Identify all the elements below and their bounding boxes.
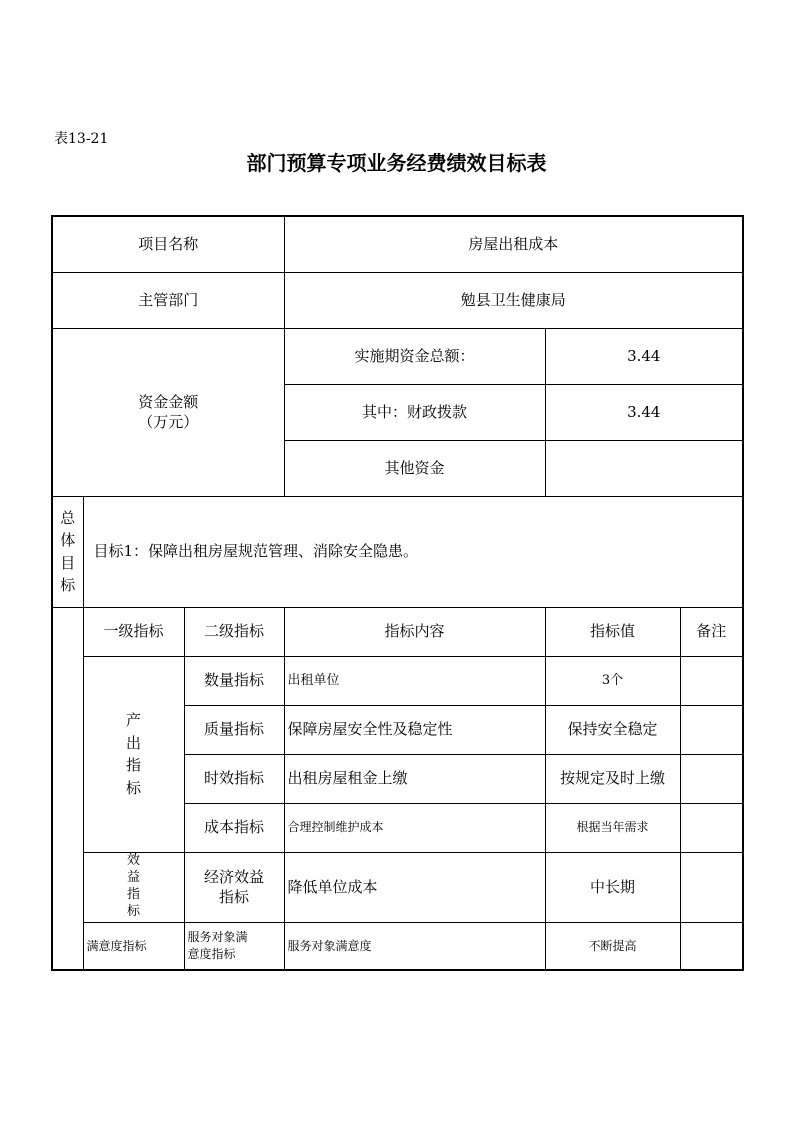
- value-cell: 中长期: [545, 852, 680, 922]
- overall-goal-row: [52, 496, 743, 607]
- other-funds-value: [545, 440, 743, 496]
- project-name-value: 房屋出租成本: [284, 216, 743, 272]
- content-cell: 降低单位成本: [284, 852, 545, 922]
- funds-unit: （万元）: [138, 413, 199, 431]
- fiscal-funds-label: 其中：财政拨款: [284, 384, 545, 440]
- level2-cell: 质量指标: [184, 705, 284, 754]
- value-cell: 3个: [545, 656, 680, 705]
- funds-label: 资金金额: [138, 392, 199, 411]
- content-cell: 服务对象满意度: [284, 922, 545, 970]
- level2-cell: 时效指标: [184, 754, 284, 803]
- level2-cell: [184, 922, 284, 970]
- header-content: 指标内容: [284, 607, 545, 656]
- department-label: 主管部门: [52, 272, 284, 328]
- table-row: [52, 656, 743, 705]
- satisfaction-indicator-cell: 满意度指标: [83, 922, 184, 970]
- benefit-indicator-cell: [83, 852, 184, 922]
- note-cell: [680, 656, 743, 705]
- total-funds-label: 实施期资金总额：: [284, 328, 545, 384]
- output-indicator-label: 产出指标: [125, 711, 141, 797]
- other-funds-label: 其他资金: [284, 440, 545, 496]
- benefit-indicator-label: 效益指标: [126, 853, 140, 919]
- value-cell: 不断提高: [545, 922, 680, 970]
- overall-goal-text: 目标1：保障出租房屋规范管理、消除安全隐患。: [83, 496, 743, 607]
- content-cell: 出租房屋租金上缴: [284, 754, 545, 803]
- header-level1: 一级指标: [83, 607, 184, 656]
- fiscal-funds-value: 3.44: [545, 384, 743, 440]
- note-cell: [680, 922, 743, 970]
- output-indicator-cell: [83, 656, 184, 852]
- project-name-label: 项目名称: [52, 216, 284, 272]
- content-cell: 出租单位: [284, 656, 545, 705]
- content-cell: 合理控制维护成本: [284, 803, 545, 852]
- value-cell: 按规定及时上缴: [545, 754, 680, 803]
- header-level2: 二级指标: [184, 607, 284, 656]
- level2-cell: 成本指标: [184, 803, 284, 852]
- total-funds-row: [52, 328, 743, 384]
- department-row: [52, 272, 743, 328]
- page-title: 部门预算专项业务经费绩效目标表: [246, 151, 547, 175]
- level2-cell: 数量指标: [184, 656, 284, 705]
- table-code: 表13-21: [54, 131, 109, 147]
- table-row: [52, 922, 743, 970]
- overall-goal-label: 总体目标: [60, 508, 76, 594]
- economic-benefit-label: 经济效益指标: [203, 867, 264, 906]
- content-cell: 保障房屋安全性及稳定性: [284, 705, 545, 754]
- funds-amount-label: [52, 328, 284, 496]
- service-satisfaction-label: 服务对象满意度指标: [187, 929, 248, 961]
- header-note: 备注: [680, 607, 743, 656]
- value-cell: 根据当年需求: [545, 803, 680, 852]
- note-cell: [680, 705, 743, 754]
- indicator-header-row: [52, 607, 743, 656]
- department-value: 勉县卫生健康局: [284, 272, 743, 328]
- total-funds-value: 3.44: [545, 328, 743, 384]
- note-cell: [680, 803, 743, 852]
- overall-goal-label-cell: [52, 496, 83, 607]
- value-cell: 保持安全稳定: [545, 705, 680, 754]
- note-cell: [680, 754, 743, 803]
- performance-target-table: [51, 215, 744, 971]
- indicator-side-cell: [52, 607, 83, 970]
- project-name-row: [52, 216, 743, 272]
- level2-cell: [184, 852, 284, 922]
- note-cell: [680, 852, 743, 922]
- table-row: [52, 852, 743, 922]
- header-value: 指标值: [545, 607, 680, 656]
